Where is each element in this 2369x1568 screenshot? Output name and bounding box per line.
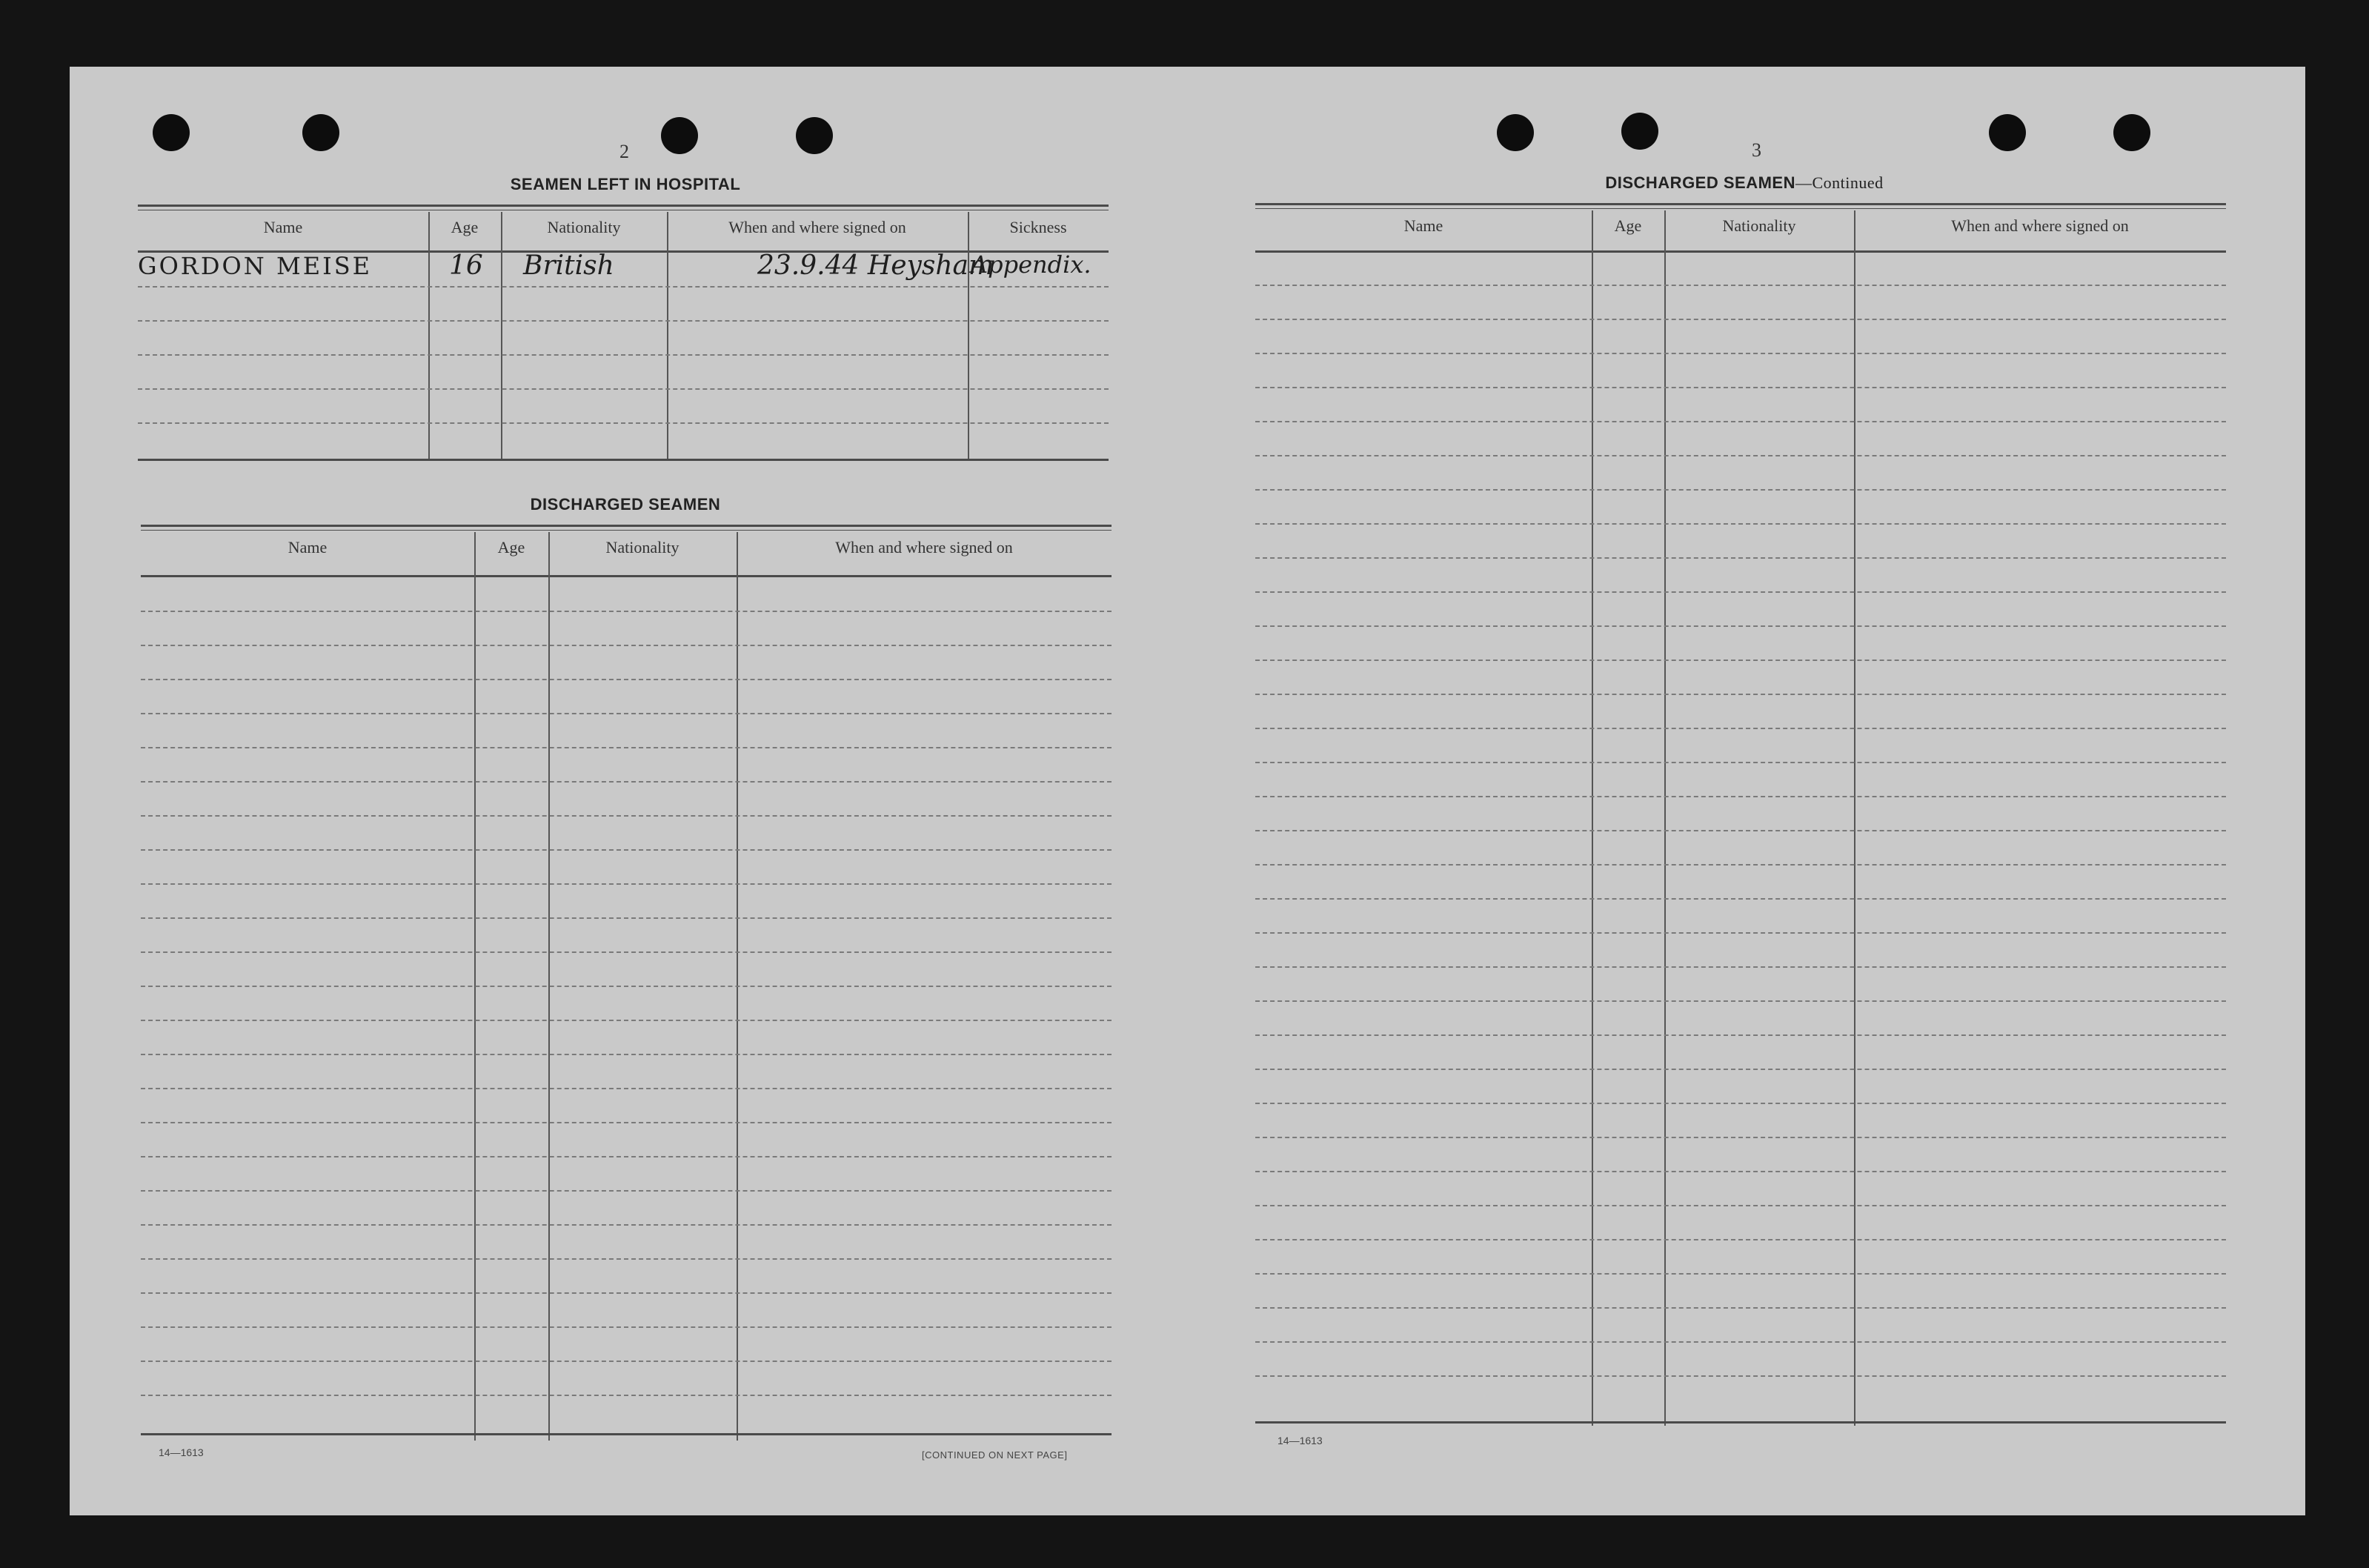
column-header-age: Age <box>497 538 525 557</box>
discharged-continued-title-main: DISCHARGED SEAMEN <box>1605 173 1795 192</box>
hospital-table <box>138 205 1109 468</box>
column-header-age: Age <box>451 218 479 236</box>
column-header-sickness: Sickness <box>1009 218 1067 236</box>
hospital-entry-age: 16 <box>449 250 483 281</box>
hospital-entry-signed-on: 23.9.44 Heysham <box>757 250 994 281</box>
document-sheet <box>70 67 2305 1515</box>
column-header-signed-on: When and where signed on <box>728 218 906 236</box>
punch-hole <box>661 117 698 154</box>
hospital-section-title: SEAMEN LEFT IN HOSPITAL <box>510 175 741 193</box>
right-page-number: 3 <box>1752 139 1761 161</box>
punch-hole <box>153 114 190 151</box>
punch-hole <box>302 114 339 151</box>
column-header-name: Name <box>288 538 328 557</box>
punch-hole <box>1621 113 1658 150</box>
punch-hole <box>2113 114 2150 151</box>
form-number-left: 14—1613 <box>159 1446 204 1458</box>
column-header-age: Age <box>1614 216 1642 235</box>
column-header-signed-on: When and where signed on <box>835 538 1013 557</box>
hospital-entry-nationality: British <box>523 250 614 281</box>
discharged-table-left <box>141 525 1112 1446</box>
form-number-right: 14—1613 <box>1277 1435 1323 1446</box>
punch-hole <box>796 117 833 154</box>
column-header-name: Name <box>1403 216 1443 235</box>
column-header-signed-on: When and where signed on <box>1951 216 2129 235</box>
discharged-continued-title <box>1255 173 2233 193</box>
discharged-section-title: DISCHARGED SEAMEN <box>530 495 721 514</box>
continued-note: [CONTINUED ON NEXT PAGE] <box>922 1449 1068 1461</box>
punch-hole <box>1497 114 1534 151</box>
punch-hole <box>1989 114 2026 151</box>
left-page-number: 2 <box>619 141 629 162</box>
hospital-entry-sickness: Appendix. <box>971 250 1092 279</box>
discharged-table-right <box>1255 203 2226 1433</box>
continued-suffix: —Continued <box>1795 173 1884 192</box>
column-header-nationality: Nationality <box>605 538 680 557</box>
column-header-name: Name <box>263 218 303 236</box>
hospital-entry-name: GORDON MEISE <box>138 252 372 280</box>
column-header-nationality: Nationality <box>1722 216 1796 235</box>
column-header-nationality: Nationality <box>547 218 621 236</box>
